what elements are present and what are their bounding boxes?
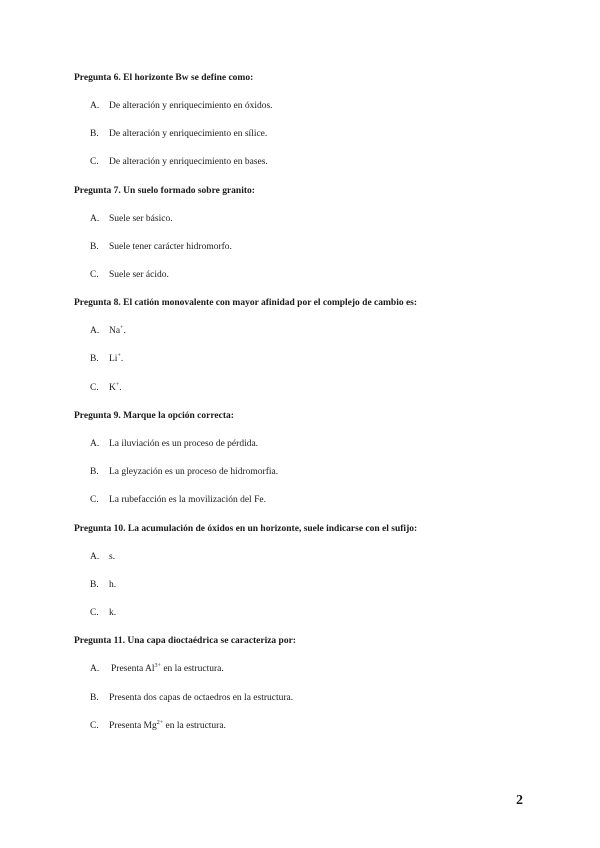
superscript: 2+ [156,720,164,726]
option-letter: A. [90,101,100,111]
option-text: La rubefacción es la movilización del Fe. [109,495,266,505]
option [90,270,169,280]
option-text-after: . [119,383,122,393]
option [90,242,232,252]
option-text: Suele tener carácter hidromorfo. [109,242,232,252]
question-title: Pregunta 11. Una capa dioctaédrica se caracteriza por: [74,636,296,646]
option-letter: B. [90,354,99,364]
option-text: De alteración y enriquecimiento en óxidos. [109,101,273,111]
superscript: 3+ [154,663,161,669]
option [90,101,273,111]
option [90,439,258,449]
question-title: Pregunta 10. La acumulación de óxidos en un horizonte, suele indicarse con el sufijo: [74,524,418,534]
option-text-after: en la estructura. [163,721,226,731]
option-text: Presenta Mg [109,721,157,731]
option-text: De alteración y enriquecimiento en sílice. [109,129,268,139]
option-letter: C. [90,608,99,618]
superscript: + [115,382,120,388]
option-text: La iluviación es un proceso de pérdida. [109,439,259,449]
option-text: k. [109,608,117,618]
option [90,693,293,703]
option-text: Suele ser básico. [109,214,173,224]
option-letter: A. [90,552,100,562]
option [90,129,267,139]
option-text-after: . [123,326,126,336]
option-letter: B. [90,580,99,590]
option-letter: B. [90,467,99,477]
question-title: Pregunta 7. Un suelo formado sobre granito: [74,186,255,196]
option-text: s. [109,552,116,562]
option-text: K [109,383,116,393]
option-text: Na [109,326,121,336]
option-letter: A. [90,439,100,449]
option-text: Presenta Al [111,664,155,674]
option-letter: A. [90,214,100,224]
option-text: La gleyzación es un proceso de hidromorfia. [109,467,279,477]
option-letter: B. [90,129,99,139]
option [90,157,268,167]
option-letter: A. [90,326,100,336]
option [90,354,123,364]
option-letter: C. [90,495,99,505]
option-text-after: . [120,354,124,364]
option-text: h. [109,580,117,590]
option [90,326,126,336]
option [90,495,266,505]
option [90,664,224,674]
option-letter: B. [90,693,99,703]
option-letter: C. [90,270,99,280]
option-letter: B. [90,242,99,252]
option [90,580,116,590]
option-text: Li [109,354,118,364]
page-number: 2 [516,793,523,808]
option-letter: C. [90,721,99,731]
superscript: + [120,325,124,331]
question-title: Pregunta 6. El horizonte Bw se define como: [74,73,254,83]
option-letter: C. [90,157,99,167]
option [90,608,116,618]
option-letter: C. [90,383,99,393]
option [90,383,122,393]
option-letter: A. [90,664,100,674]
option-text: De alteración y enriquecimiento en bases. [109,157,268,167]
question-title: Pregunta 8. El catión monovalente con mayor afinidad por el complejo de cambio es: [74,298,418,308]
option [90,214,173,224]
option-text-after: en la estructura. [160,664,224,674]
option [90,721,226,731]
superscript: + [117,353,121,359]
option-text: Presenta dos capas de octaedros en la estructura. [109,693,294,703]
option [90,552,115,562]
question-title: Pregunta 9. Marque la opción correcta: [74,411,234,421]
option-text: Suele ser ácido. [109,270,169,280]
option [90,467,278,477]
